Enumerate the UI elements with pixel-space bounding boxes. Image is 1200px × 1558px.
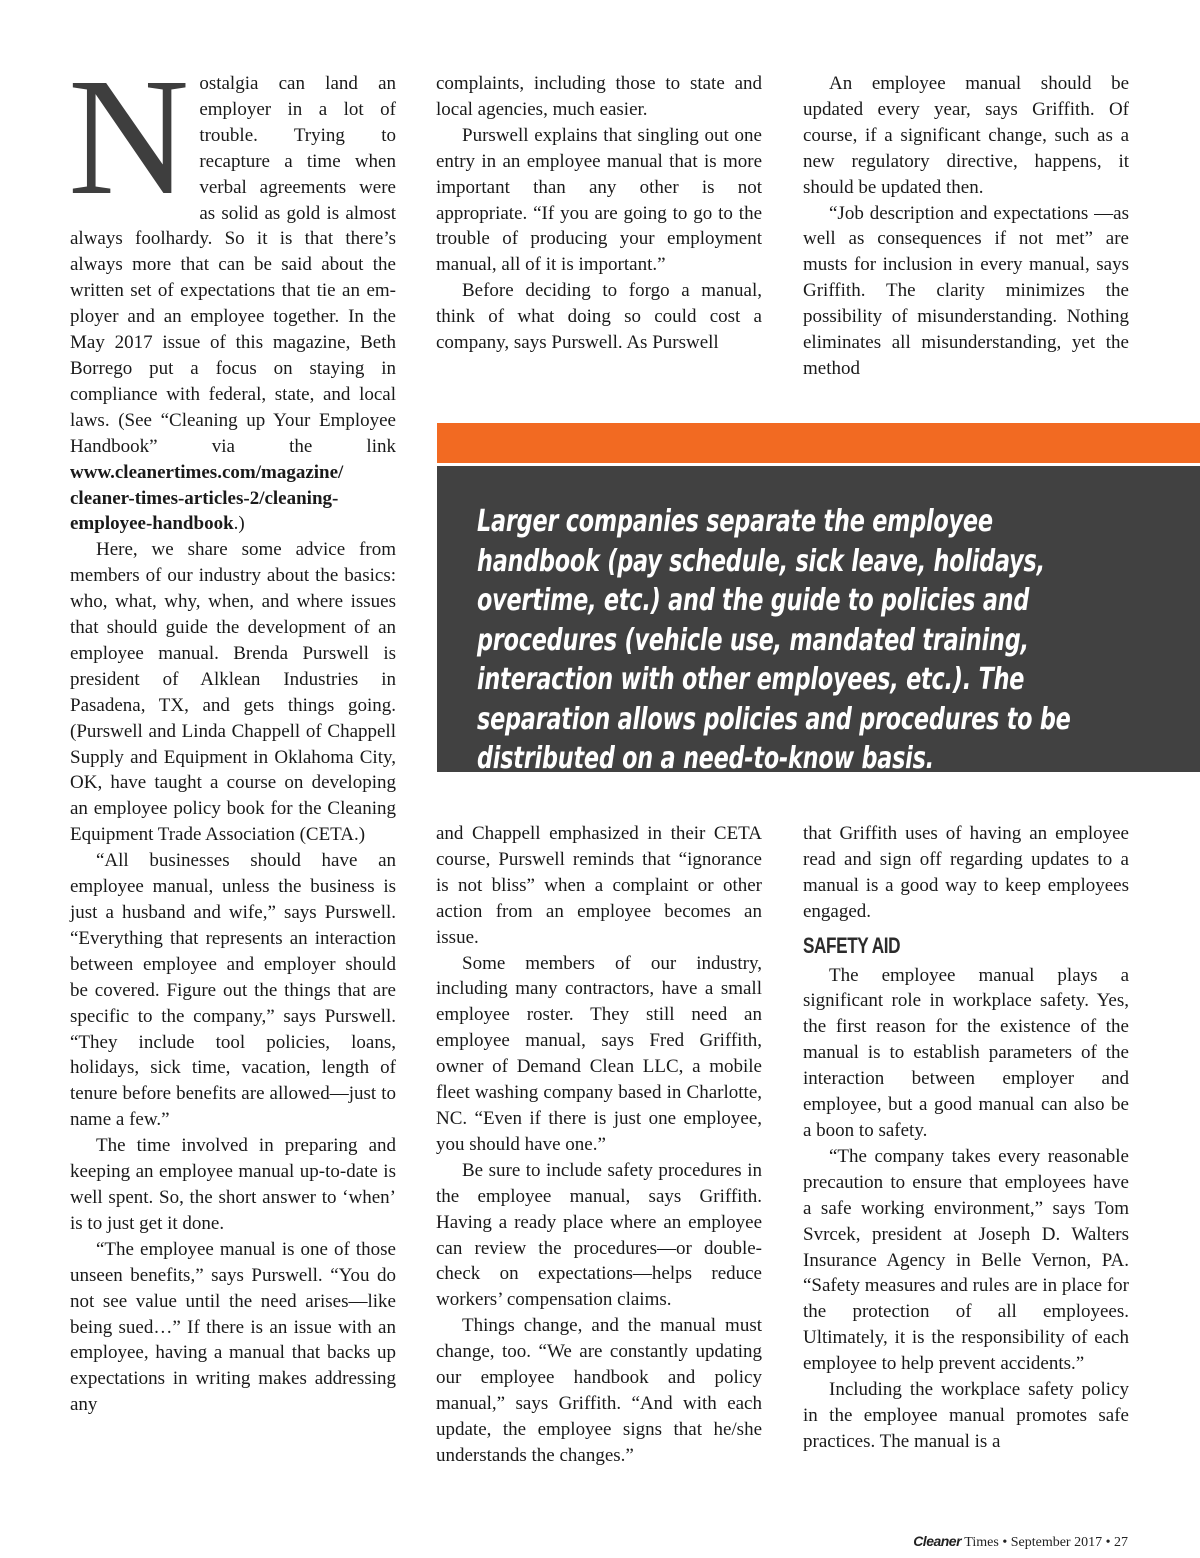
body-paragraph: complaints, including those to state and local agencies, much easier. — [436, 73, 762, 120]
body-paragraph: that Griffith uses of having an employee read and sign off regarding updates to a manual is a good way to keep employees engaged. — [803, 823, 1129, 922]
brand-cleaner: Cleaner — [913, 1533, 962, 1549]
page-footer — [913, 1533, 1128, 1551]
body-paragraph: “The employee manual is one of those unseen benefits,” says Purswell. “You do not see value until the need arises—like being sued…” If there is an issue with an employee, having a manual that backs up expectations in writing makes addressing any — [70, 1238, 396, 1416]
body-paragraph: Before deciding to forgo a manual, think of what doing so could cost a company, says Purswell. As Purswell — [436, 280, 762, 354]
footer-separator: • — [1105, 1535, 1111, 1550]
intro-text: ostalgia can land an employer in a lot of trouble. Trying to recapture a time when verbal agreements were as solid as gold is almost always foolhardy. So it is that there’s always more that can be said about the written set of expectations that tie an employer and an employee together. In the May 2017 issue of this magazine, Beth Borrego put a focus on staying in compliance with federal, state, and local laws. (See “Cleaning up Your Employee Handbook” via the link — [70, 73, 396, 457]
body-paragraph: “The company takes every reasonable precaution to ensure that employees have a safe working environment,” says Tom Svrcek, president at Joseph D. Walters Insurance Agency in Belle Vernon, PA. “Safety measures and rules are in place for the protection of all employees. Ultimately, it is the responsibility of each employee to help prevent accidents.” — [803, 1145, 1129, 1375]
footer-separator: • — [1002, 1535, 1008, 1550]
intro-paragraph — [68, 44, 396, 537]
body-paragraph: Some members of our industry, including many contractors, have a small employee roster. They still need an employee manual, says Fred Griffith, owner of Demand Clean LLC, a mobile fleet washing company based in Charlotte, NC. “Even if there is just one employee, you should have one.” — [436, 952, 762, 1155]
body-paragraph: Including the workplace safety policy in the employee manual promotes safe practices. The manual is a — [803, 1379, 1129, 1452]
body-paragraph: Be sure to include safety procedures in the employee manual, says Griffith. Having a ready place where an employee can review the procedures—or double-check on expectations—helps reduce workers’ compensation claims. — [436, 1159, 762, 1311]
link-after: .) — [233, 513, 245, 535]
article-column-2-bottom — [436, 821, 762, 1469]
pullquote-text: Larger companies separate the employee handbook (pay schedule, sick leave, holidays, overtime, etc.) and the guide to policies and procedures (vehicle use, mandated training, interaction with other employees, etc.). The separation allows policies and procedures to be distributed on a need-to-know basis. — [477, 504, 1071, 776]
body-paragraph: and Chappell emphasized in their CETA course, Purswell reminds that “ignorance is not bliss” when a complaint or other action from an employee becomes an issue. — [436, 823, 762, 948]
magazine-brand — [913, 1533, 961, 1549]
pullquote-box — [437, 466, 1200, 776]
body-paragraph: Purswell explains that singling out one entry in an employee manual that is more important than any other is not appropriate. “If you are going to go to the trouble of producing your employment manual, all of it is important.” — [436, 124, 762, 276]
article-column-3-top — [803, 71, 1129, 382]
brand-times: Times — [964, 1535, 999, 1550]
body-paragraph: Here, we share some advice from members of our industry about the basics: who, what, why, when, and where issues that should guide the development of an employee manual. Brenda Purswell is president of Alklean Industries in Pasadena, TX, and gets things going. (Purswell and Linda Chappell of Chappell Supply and Equipment in Oklahoma City, OK, have taught a course on developing an employee policy book for the Cleaning Equipment Trade Association (CETA.) — [70, 539, 396, 846]
drop-cap: N — [68, 44, 190, 230]
article-link[interactable]: www.cleanertimes.com/magazine/ cleaner-times-articles-2/cleaning-employee-handbook — [70, 461, 344, 535]
article-column-2-top — [436, 71, 762, 356]
issue-date: September 2017 — [1010, 1535, 1103, 1550]
pullquote-accent-bar — [437, 423, 1200, 463]
body-paragraph: An employee manual should be updated every year, says Griffith. Of course, if a significant change, such as a new regulatory directive, happens, it should be updated then. — [803, 73, 1129, 198]
body-paragraph: The time involved in preparing and keeping an employee manual up-to-date is well spent. So, the short answer to ‘when’ is to just get it done. — [70, 1135, 396, 1234]
page-number: 27 — [1114, 1535, 1128, 1550]
article-column-1 — [68, 44, 396, 1418]
body-paragraph: “Job description and expectations —as well as consequences if not met” are musts for inclusion in every manual, says Griffith. The clarity minimizes the possibility of misunderstanding. Nothing eliminates all misunderstanding, yet the method — [803, 202, 1129, 379]
section-heading: SAFETY AID — [803, 932, 901, 958]
body-paragraph: The employee manual plays a significant role in workplace safety. Yes, the first reason for the existence of the manual is to establish parameters of the interaction between employer and employee, but a good manual can also be a boon to safety. — [803, 964, 1129, 1141]
body-paragraph: Things change, and the manual must change, too. “We are constantly updating our employee handbook and policy manual,” says Griffith. “And with each update, the employee signs that he/she understands the changes.” — [436, 1315, 762, 1466]
article-column-3-bottom — [803, 821, 1129, 1455]
body-paragraph: “All businesses should have an employee manual, unless the business is just a husband and wife,” says Purswell. “Everything that represents an interaction between employee and employer should be covered. Figure out the things that are specific to the company,” says Purswell. “They include tool policies, loans, holidays, sick time, vacation, length of tenure before benefits are allowed—just to name a few.” — [70, 850, 396, 1131]
